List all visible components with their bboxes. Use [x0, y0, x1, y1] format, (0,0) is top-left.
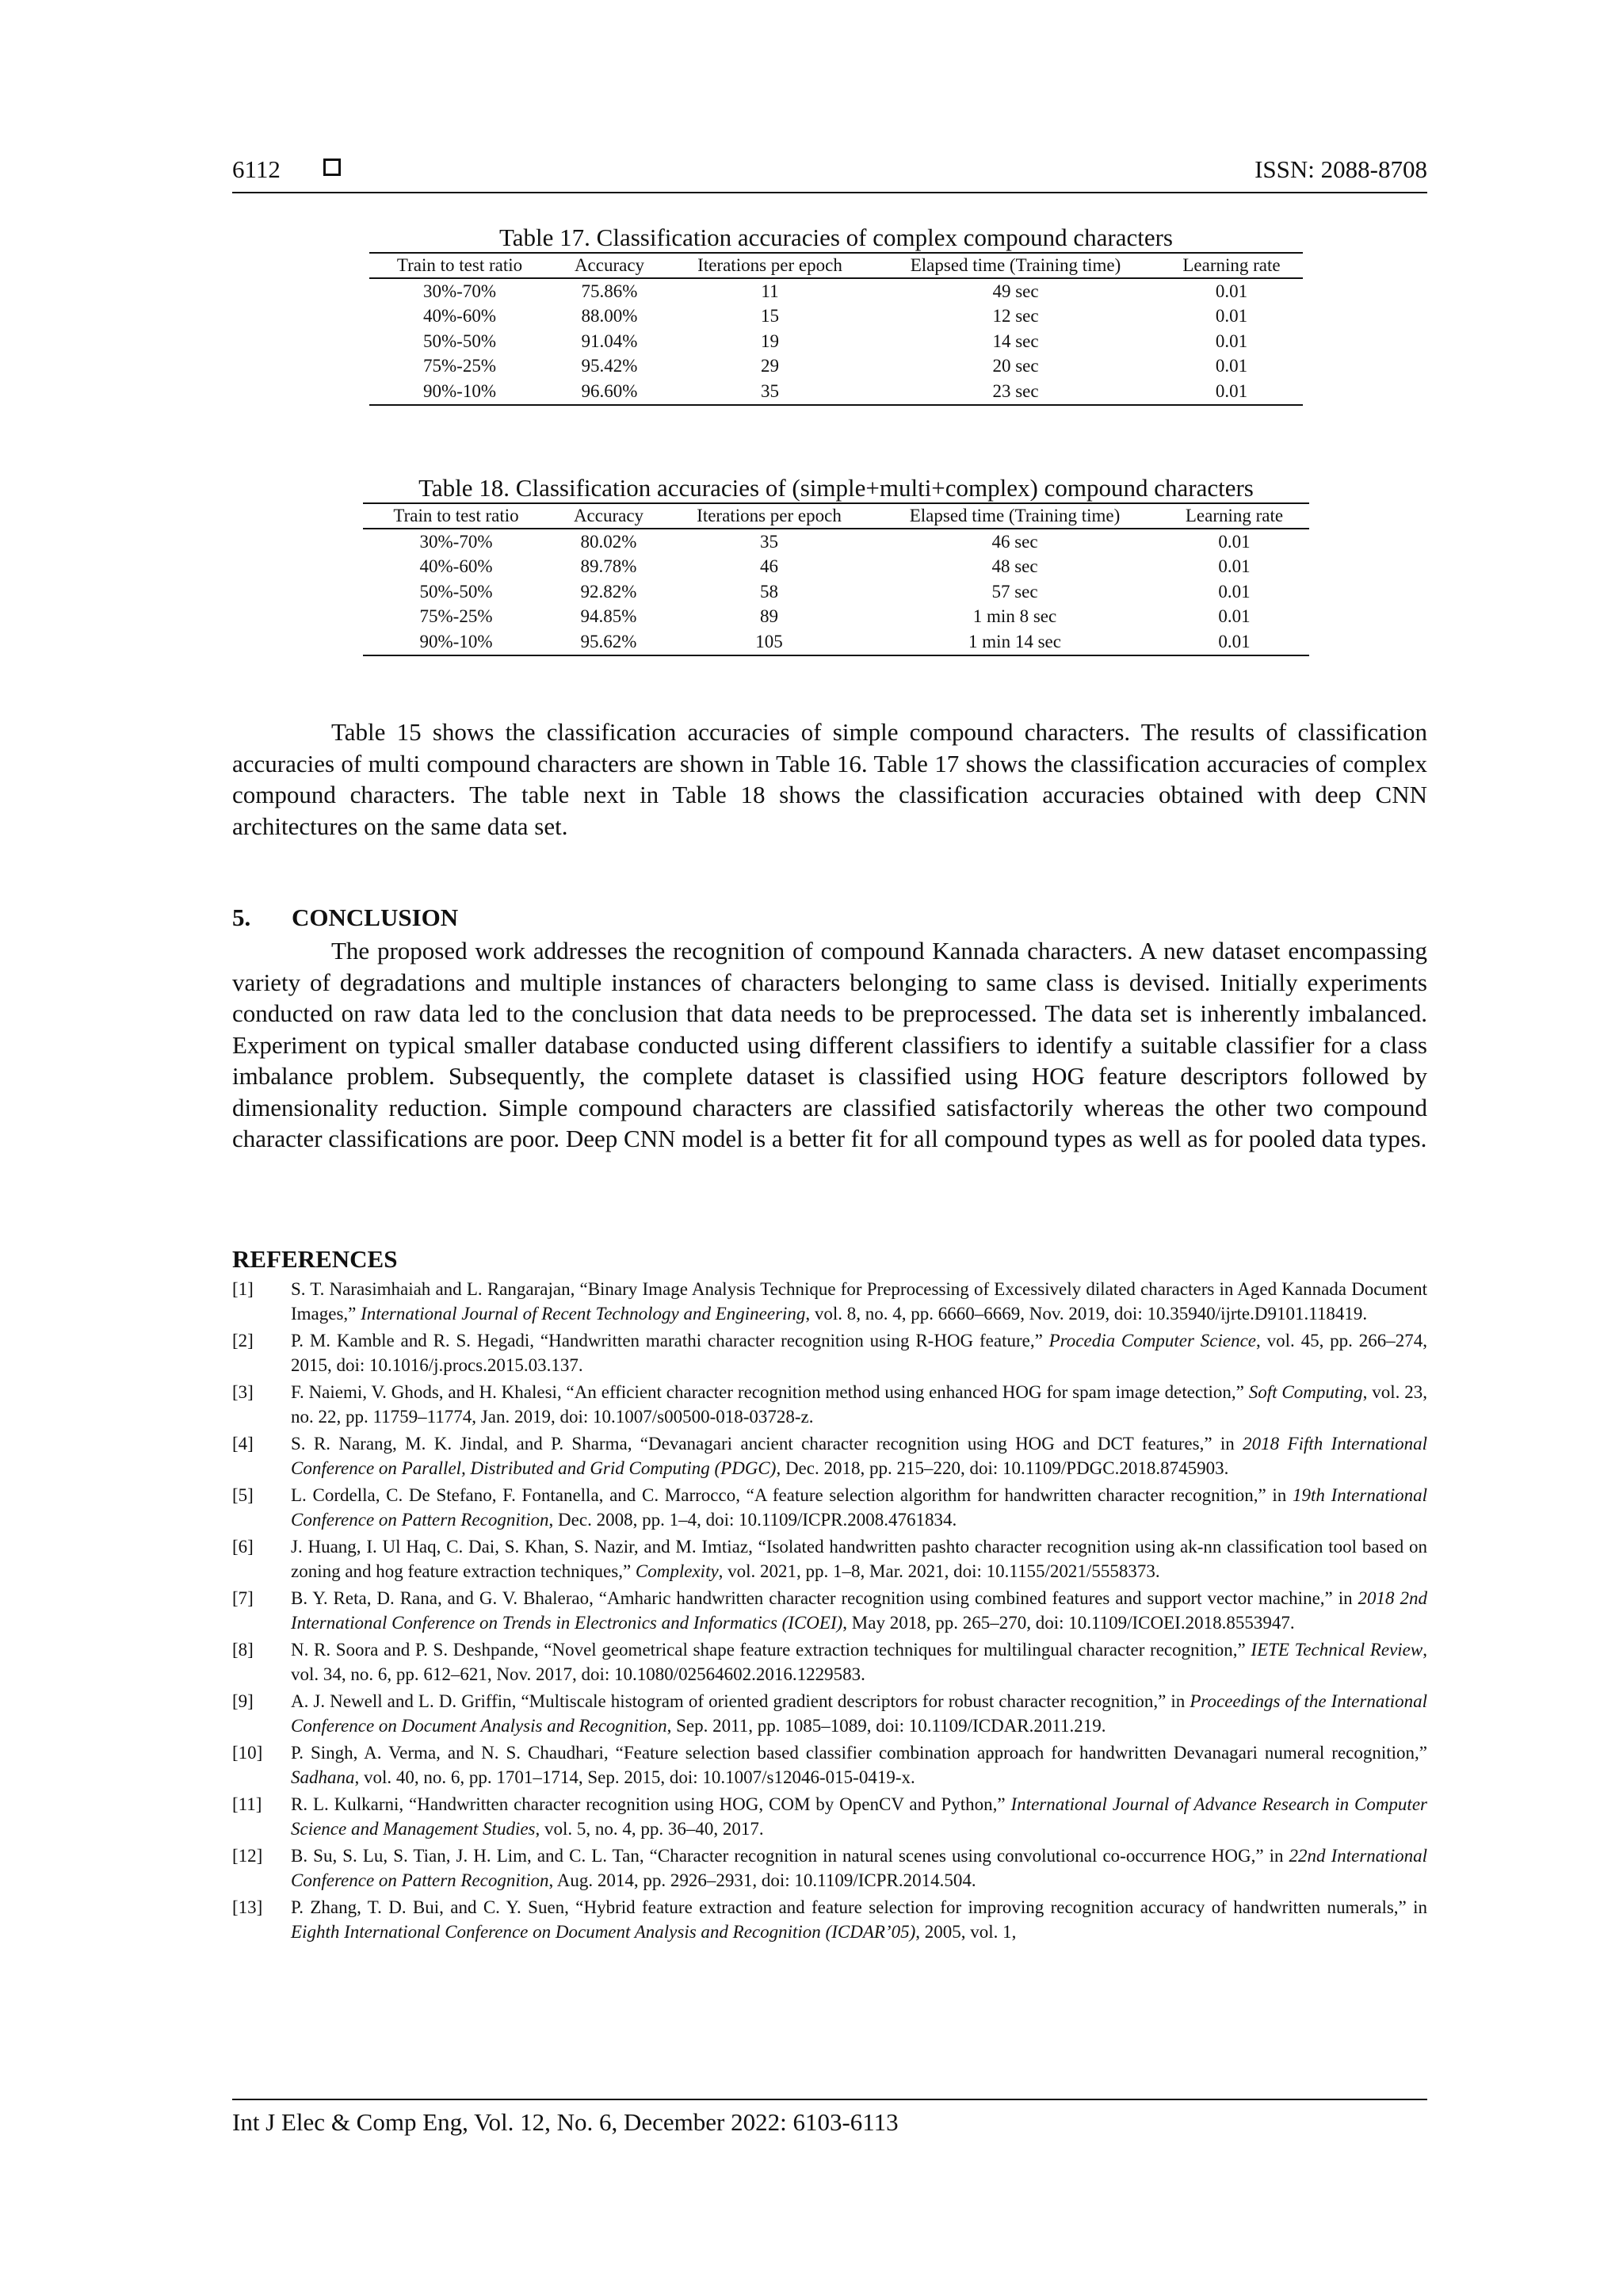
column-header: Accuracy — [550, 253, 669, 278]
table-row — [369, 329, 1303, 354]
table-cell: 0.01 — [1215, 281, 1248, 301]
reference-text: B. Su, S. Lu, S. Tian, J. H. Lim, and C. L. Tan, “Character recognition in natural scenes using convolutional co-occurrence HOG,” in 22nd International Conference on Pattern Recognition, Aug. 2014, pp. 2926–2931, doi: 10.1109/ICPR.2014.504. — [291, 1846, 1427, 1890]
table-cell: 30%-70% — [423, 281, 496, 301]
table-cell: 90%-10% — [363, 629, 549, 655]
table-cell: 75.86% — [581, 281, 638, 301]
table-cell: 0.01 — [1215, 330, 1248, 351]
table-cell: 19 — [761, 330, 779, 351]
column-header: Learning rate — [1159, 503, 1309, 529]
reference-text: L. Cordella, C. De Stefano, F. Fontanella, and C. Marrocco, “A feature selection algorithm for handwritten character recognition,” in 19th International Conference on Pattern Recognition, Dec. 2008, pp. 1–4, doi: 10.1109/ICPR.2008.4761834. — [291, 1485, 1427, 1530]
table-17-caption: Table 17. Classification accuracies of complex compound characters — [499, 223, 1173, 251]
body-paragraph: Table 15 shows the classification accuracies of simple compound characters. The results of classification accuracies of multi compound characters are shown in Table 16. Table 17 shows the classification accuracies of complex compound characters. The table next in Table 18 shows the classification accuracies obtained with deep CNN architectures on the same data set. — [232, 718, 1427, 840]
reference-number: [1] — [232, 1279, 254, 1299]
table-cell: 89.78% — [580, 556, 637, 577]
reference-number: [12] — [232, 1846, 263, 1866]
table-cell: 46 — [760, 556, 778, 577]
table-18 — [363, 474, 1309, 656]
table-cell: 105 — [668, 629, 870, 655]
table-cell: 58 — [760, 581, 778, 602]
reference-text: P. M. Kamble and R. S. Hegadi, “Handwritten marathi character recognition using R-HOG feature,” Procedia Computer Science, vol. 45, pp. 266–274, 2015, doi: 10.1016/j.procs.2015.03.137. — [291, 1331, 1427, 1375]
table-cell: 35 — [669, 379, 871, 405]
table-row — [369, 304, 1303, 330]
table-cell: 23 sec — [871, 379, 1160, 405]
table-cell: 88.00% — [581, 306, 638, 327]
table-cell: 35 — [760, 531, 778, 552]
reference-text: R. L. Kulkarni, “Handwritten character recognition using HOG, COM by OpenCV and Python,” International Journal of Advance Research in Computer Science and Management Studies, vol. 5, no. 4, pp. 36–40, 2017. — [291, 1794, 1427, 1839]
table-row — [363, 579, 1309, 605]
table-row — [363, 555, 1309, 580]
table-cell: 40%-60% — [423, 306, 496, 327]
table-cell: 91.04% — [581, 330, 638, 351]
table-cell: 57 sec — [991, 581, 1038, 602]
table-row — [369, 354, 1303, 380]
column-header: Train to test ratio — [363, 503, 549, 529]
reference-number: [10] — [232, 1743, 263, 1763]
page-number: 6112 — [232, 155, 281, 183]
section-heading — [232, 904, 458, 932]
table-cell: 1 min 8 sec — [972, 606, 1057, 627]
reference-list — [232, 1277, 1427, 1946]
reference-text: P. Singh, A. Verma, and N. S. Chaudhari, “Feature selection based classifier combination approach for handwritten Devanagari numeral recognition,” Sadhana, vol. 40, no. 6, pp. 1701–1714, Sep. 2015, doi: 10.1007/s12046-015-0419-x. — [291, 1743, 1427, 1787]
reference-text: F. Naiemi, V. Ghods, and H. Khalesi, “An efficient character recognition method using enhanced HOG for spam image detection,” Soft Computing, vol. 23, no. 22, pp. 11759–11774, Jan. 2019, doi: 10.1007/s00500-018-03728-z. — [291, 1382, 1427, 1427]
reference-number: [8] — [232, 1640, 254, 1660]
column-header: Train to test ratio — [369, 253, 550, 278]
table-cell: 90%-10% — [369, 379, 550, 405]
table-cell: 50%-50% — [419, 581, 493, 602]
table-row — [363, 529, 1309, 555]
footer-rule — [232, 2099, 1427, 2100]
table-cell: 80.02% — [580, 531, 637, 552]
reference-number: [7] — [232, 1588, 254, 1608]
table-18-header-row — [363, 503, 1309, 529]
table-17-header-row — [369, 253, 1303, 278]
table-cell: 94.85% — [580, 606, 637, 627]
table-18-grid — [363, 502, 1309, 656]
reference-item — [232, 1792, 1427, 1841]
reference-text: S. T. Narasimhaiah and L. Rangarajan, “Binary Image Analysis Technique for Preprocessing of Excessively dilated characters in Aged Kannada Document Images,” International Journal of Recent Technology and Engineering, vol. 8, no. 4, pp. 6660–6669, Nov. 2019, doi: 10.35940/ijrte.D9101.118419. — [291, 1279, 1427, 1324]
reference-text: J. Huang, I. Ul Haq, C. Dai, S. Khan, S. Nazir, and M. Imtiaz, “Isolated handwritten pashto character recognition using ak-nn classification tool based on zoning and hog feature extraction techniques,” Complexity, vol. 2021, pp. 1–8, Mar. 2021, doi: 10.1155/2021/5558373. — [291, 1537, 1427, 1581]
table-cell: 40%-60% — [419, 556, 493, 577]
reference-number: [2] — [232, 1331, 254, 1350]
table-cell: 15 — [761, 306, 779, 327]
table-cell: 89 — [760, 606, 778, 627]
column-header: Elapsed time (Training time) — [871, 253, 1160, 278]
reference-item — [232, 1483, 1427, 1532]
reference-text: A. J. Newell and L. D. Griffin, “Multiscale histogram of oriented gradient descriptors for robust character recognition,” in Proceedings of the International Conference on Document Analysis and Recognition, Sep. 2011, pp. 1085–1089, doi: 10.1109/ICDAR.2011.219. — [291, 1691, 1427, 1736]
column-header: Iterations per epoch — [669, 253, 871, 278]
table-cell: 75%-25% — [423, 356, 496, 376]
table-cell: 1 min 14 sec — [870, 629, 1159, 655]
reference-text: B. Y. Reta, D. Rana, and G. V. Bhalerao, “Amharic handwritten character recognition using combined features and support vector machine,” in 2018 2nd International Conference on Trends in Electronics and Informatics (ICOEI), May 2018, pp. 265–270, doi: 10.1109/ICOEI.2018.8553947. — [291, 1588, 1428, 1633]
reference-number: [6] — [232, 1537, 254, 1557]
references-heading: REFERENCES — [232, 1245, 398, 1273]
table-cell: 92.82% — [580, 581, 637, 602]
table-cell: 50%-50% — [423, 330, 496, 351]
issn-label: ISSN: 2088-8708 — [1254, 155, 1427, 183]
table-row — [369, 379, 1303, 405]
table-cell: 96.60% — [550, 379, 669, 405]
table-cell: 12 sec — [992, 306, 1039, 327]
reference-item — [232, 1740, 1427, 1790]
table-17-grid — [369, 252, 1303, 406]
column-header: Accuracy — [549, 503, 668, 529]
reference-item — [232, 1689, 1427, 1738]
table-cell: 49 sec — [992, 281, 1039, 301]
table-cell: 0.01 — [1215, 306, 1248, 327]
table-17 — [369, 223, 1303, 406]
table-cell: 11 — [761, 281, 779, 301]
journal-footer: Int J Elec & Comp Eng, Vol. 12, No. 6, December 2022: 6103-6113 — [232, 2108, 899, 2136]
square-icon — [323, 159, 341, 176]
table-row — [363, 629, 1309, 655]
reference-item — [232, 1586, 1427, 1635]
reference-item — [232, 1895, 1427, 1944]
reference-number: [11] — [232, 1794, 262, 1814]
reference-text: S. R. Narang, M. K. Jindal, and P. Sharma, “Devanagari ancient character recognition using HOG and DCT features,” in 2018 Fifth International Conference on Parallel, Distributed and Grid Computing (PDGC), Dec. 2018, pp. 215–220, doi: 10.1109/PDGC.2018.8745903. — [291, 1434, 1427, 1478]
reference-item — [232, 1277, 1427, 1326]
table-cell: 14 sec — [992, 330, 1039, 351]
table-cell: 0.01 — [1218, 606, 1251, 627]
table-cell: 95.62% — [549, 629, 668, 655]
table-cell: 48 sec — [991, 556, 1038, 577]
table-row — [369, 278, 1303, 304]
reference-item — [232, 1380, 1427, 1429]
table-row — [363, 605, 1309, 630]
reference-number: [9] — [232, 1691, 254, 1711]
table-cell: 29 — [761, 356, 779, 376]
reference-text: N. R. Soora and P. S. Deshpande, “Novel geometrical shape feature extraction techniques for multilingual character recognition,” IETE Technical Review, vol. 34, no. 6, pp. 612–621, Nov. 2017, doi: 10.1080/02564602.2016.1229583. — [291, 1640, 1427, 1684]
reference-item — [232, 1328, 1427, 1377]
table-cell: 0.01 — [1218, 581, 1251, 602]
reference-number: [4] — [232, 1434, 254, 1454]
reference-item — [232, 1637, 1427, 1687]
reference-text: P. Zhang, T. D. Bui, and C. Y. Suen, “Hybrid feature extraction and feature selection for improving recognition accuracy of handwritten numerals,” in Eighth International Conference on Document Analysis and Recognition (ICDAR’05), 2005, vol. 1, — [291, 1897, 1427, 1942]
column-header: Learning rate — [1160, 253, 1303, 278]
table-cell: 0.01 — [1218, 556, 1251, 577]
reference-item — [232, 1843, 1427, 1893]
column-header: Elapsed time (Training time) — [870, 503, 1159, 529]
header-rule — [232, 192, 1427, 193]
table-18-caption: Table 18. Classification accuracies of (simple+multi+complex) compound characters — [418, 474, 1254, 502]
section-number: 5. — [232, 904, 251, 931]
table-cell: 0.01 — [1159, 629, 1309, 655]
table-cell: 46 sec — [991, 531, 1038, 552]
reference-number: [13] — [232, 1897, 263, 1917]
section-title: CONCLUSION — [292, 904, 459, 931]
column-header: Iterations per epoch — [668, 503, 870, 529]
reference-number: [5] — [232, 1485, 254, 1505]
reference-item — [232, 1534, 1427, 1584]
table-cell: 0.01 — [1218, 531, 1251, 552]
table-cell: 0.01 — [1160, 379, 1303, 405]
conclusion-paragraph: The proposed work addresses the recognition of compound Kannada characters. A new dataset encompassing variety of degradations and multiple instances of characters belonging to same class is devised. Initially experiments conducted on raw data led to the conclusion that data needs to be preprocessed. The data set is inherently imbalanced. Experiment on typical smaller database conducted using different classifiers to identify a suitable classifier for a class imbalance problem. Subsequently, the complete dataset is classified using HOG feature descriptors followed by dimensionality reduction. Simple compound characters are classified satisfactorily whereas the other two compound character classifications are poor. Deep CNN model is a better fit for all compound types as well as for pooled data types. — [232, 937, 1427, 1152]
table-cell: 20 sec — [992, 356, 1039, 376]
reference-item — [232, 1431, 1427, 1480]
table-cell: 95.42% — [581, 356, 638, 376]
reference-number: [3] — [232, 1382, 254, 1402]
table-cell: 0.01 — [1215, 356, 1248, 376]
table-cell: 75%-25% — [419, 606, 493, 627]
table-cell: 30%-70% — [419, 531, 493, 552]
